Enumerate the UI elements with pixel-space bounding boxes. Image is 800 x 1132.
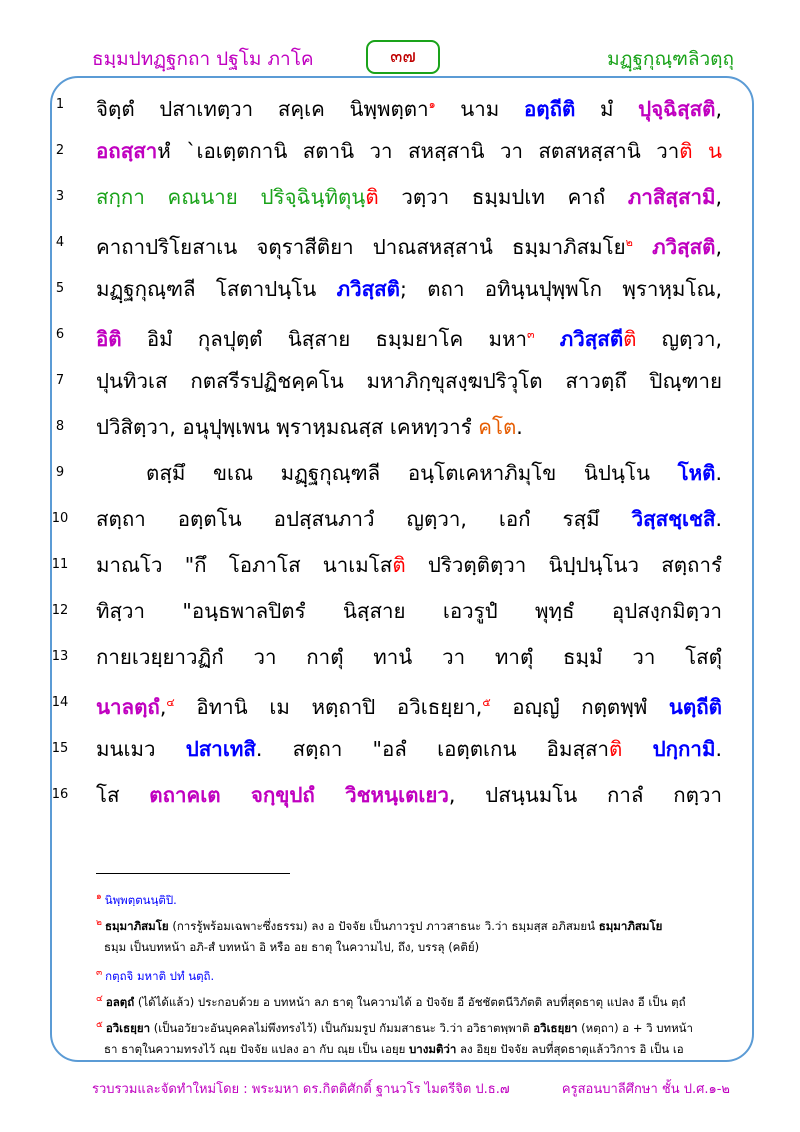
- text-run: ติ: [609, 737, 623, 761]
- text-line: [0, 634, 800, 680]
- text-line: [0, 772, 800, 818]
- compiler-credit: รวบรวมและจัดทำใหม่โดย : พระมหา ดร.กิตติศักดิ์ ฐานวโร ไมตรีจิต ป.ธ.๗: [92, 1082, 510, 1097]
- text-run: โหติ: [677, 461, 716, 485]
- text-line: [0, 588, 800, 634]
- line-text: [96, 450, 722, 496]
- text-run: .: [516, 415, 523, 439]
- line-number: 13: [51, 649, 69, 664]
- text-line: [0, 542, 800, 588]
- text-run: มนเมว: [96, 737, 186, 761]
- line-text: [96, 220, 722, 270]
- footnote-5: $^๕$ อวิเธยฺยา (เป็นอวัยวะอันบุคคลไม่พึงทรงไว้) เป็นกัมมรูป กัมมสาธนะ วิ.ว่า อวิธาตพฺพาติ อวิเธยฺยา (หตฺถา) อ + วิ บทหน้า: [96, 1020, 693, 1035]
- text-line: [0, 404, 800, 450]
- line-text: [96, 266, 722, 312]
- line-text: [96, 772, 722, 818]
- text-run: จิตฺตํ ปสาเทตฺวา สคฺเค นิพฺพตฺตา: [96, 96, 429, 121]
- footnote-marker: ๕: [482, 696, 491, 709]
- footnote-marker: ๑: [428, 98, 436, 111]
- text-run: [535, 327, 560, 351]
- text-run: ภวิสฺสตี: [559, 326, 624, 351]
- footnote-5-cont: ธา ธาตุในความทรงไว้ ณฺย ปัจจัย แปลง อา กับ ณฺย เป็น เอยฺย บางมติว่า ลง อิยฺย ปัจจัย ลบที่สุดธาตุแล้ววิการ อิ เป็น เอ: [104, 1042, 684, 1056]
- text-run: ปกฺกามิ: [652, 737, 716, 761]
- text-run: มฏฺฐกุณฺฑลี โสตาปนฺโน: [96, 277, 337, 301]
- footnote-marker: ๒: [625, 236, 633, 249]
- teacher-credit: ครูสอนบาลีศึกษา ชั้น ป.ศ.๑-๒: [561, 1082, 730, 1097]
- text-run: ทิสฺวา "อนฺธพาลปิตรํ นิสฺสาย เอวรูปํ พุทฺธํ อุปสงฺกมิตฺวา: [96, 599, 722, 623]
- text-run: โส: [96, 783, 150, 807]
- line-text: [96, 312, 722, 362]
- text-run: สกฺกา: [96, 185, 145, 209]
- footnote-marker: ๓: [527, 328, 535, 341]
- line-text: [96, 726, 722, 772]
- footnote-3: $^๓$ กตฺถจิ มหาติ ปทํ นตฺถิ.: [96, 968, 215, 983]
- line-number: 8: [55, 419, 65, 434]
- book-title: ธมฺมปทฏฺฐกถา ปฐโม ภาโค: [92, 48, 314, 70]
- text-run: ภวิสฺสติ: [336, 277, 400, 301]
- footnote-4: $^๔$ อลตฺถํ (ได้ได้แล้ว) ประกอบด้วย อ บทหน้า ลภ ธาตุ ในความได้ อ ปัจจัย อี อัชชัตตนีวิภัตติ ลบที่สุดธาตุ แปลง อี เป็น ตฺถํ: [96, 994, 686, 1009]
- page-number-badge: ๓๗: [366, 40, 440, 74]
- footnote-1: $^๑$ นิพฺพตฺตนนฺติปิ.: [96, 892, 177, 907]
- line-text: [96, 82, 722, 132]
- line-text: [96, 128, 722, 174]
- footnote-2: $^๒$ ธมฺมาภิสมโย (การรู้พร้อมเฉพาะซึ่งธรรม) ลง อ ปัจจัย เป็นภาวรูป ภาวสาธนะ วิ.ว่า ธมฺมสฺส อภิสมยนํ ธมฺมาภิสมโย: [96, 918, 663, 933]
- footnote-marker: ๔: [166, 696, 175, 709]
- text-line: [0, 496, 800, 542]
- line-number: 7: [55, 373, 65, 388]
- text-line: [0, 174, 800, 220]
- text-line: [0, 312, 800, 358]
- text-run: นาม: [435, 96, 524, 121]
- line-text: [96, 634, 722, 680]
- text-run: นาลตฺถํ: [96, 694, 160, 719]
- text-run: ,: [715, 185, 723, 209]
- text-run: คณนาย ปริจฺฉินฺทิตุนฺ: [144, 185, 366, 209]
- text-run: . สตฺถา "อลํ เอตฺตเกน อิมสฺสา: [255, 737, 610, 761]
- line-text: [96, 588, 722, 634]
- text-run: ติ น: [679, 139, 722, 163]
- text-run: ญตฺวา,: [636, 326, 722, 351]
- text-run: ตสฺมึ ขเณ มฏฺฐกุณฺฑลี อนฺโตเคหาภิมุโข นิปนฺโน: [146, 461, 678, 485]
- text-run: ,: [715, 234, 722, 259]
- text-run: อถสฺสา: [96, 139, 158, 163]
- text-run: ติ: [392, 553, 406, 577]
- text-run: มาณโว "กึ โอภาโส นาเมโส: [96, 553, 393, 577]
- text-line: [0, 358, 800, 404]
- text-line: [0, 726, 800, 772]
- line-number: 2: [55, 143, 65, 158]
- text-run: .: [715, 737, 722, 761]
- text-run: ,: [159, 694, 167, 719]
- line-text: [96, 174, 722, 220]
- text-run: คาถาปริโยสาเน จตุราสีติยา ปาณสหสฺสานํ ธมฺมาภิสมโย: [96, 234, 626, 259]
- text-run: นตฺถีติ: [668, 694, 722, 719]
- text-run: ภวิสฺสติ: [652, 234, 716, 259]
- footnote-divider: [96, 873, 290, 874]
- text-run: ปริวตฺติตฺวา นิปฺปนฺโนว สตฺถารํ: [405, 553, 722, 577]
- line-number: 4: [55, 235, 65, 250]
- text-run: วตฺวา ธมฺมปเท คาถํ: [378, 185, 628, 209]
- line-number: 1: [55, 97, 65, 112]
- footnote-2-cont: ธมฺม เป็นบทหน้า อภิ-สํ บทหน้า อิ หรือ อย ธาตุ ในความไป, ถึง, บรรลุ (คติย์): [104, 940, 480, 954]
- text-line: [0, 680, 800, 726]
- text-run: ,: [475, 694, 483, 719]
- text-run: ; ตถา อทินฺนปุพฺพโก พฺราหฺมโณ,: [400, 277, 722, 301]
- text-run: .: [715, 507, 722, 531]
- line-text: [96, 680, 722, 730]
- text-run: ปุนทิวเส กตสรีรปฏิชคฺคโน มหาภิกฺขุสงฺฆปริวุโต สาวตฺถึ ปิณฺฑาย: [96, 369, 722, 393]
- text-line: [0, 128, 800, 174]
- line-number: 6: [55, 327, 65, 342]
- text-run: ปสาเทสิ: [185, 737, 256, 761]
- text-run: ปุจฺฉิสฺสติ: [638, 96, 716, 121]
- text-run: สตฺถา อตฺตโน อปสฺสนภาวํ ญตฺวา, เอกํ รสฺมึ: [96, 507, 632, 531]
- text-run: [622, 737, 652, 761]
- text-run: ตถาคเต จกฺขุปถํ วิชหนฺเตเยว: [149, 783, 449, 807]
- line-number: 10: [51, 511, 69, 526]
- line-number: 3: [55, 189, 65, 204]
- line-text: [96, 542, 722, 588]
- line-text: [96, 404, 722, 450]
- line-text: [96, 358, 722, 404]
- text-run: ติ: [623, 326, 637, 351]
- text-run: กายเวยฺยาวฏิกํ วา กาตุํ ทานํ วา ทาตุํ ธมฺมํ วา โสตุํ: [96, 645, 722, 669]
- line-number: 11: [51, 557, 69, 572]
- text-run: วิสฺสชฺเชสิ: [631, 507, 716, 531]
- text-run: ปวิสิตฺวา, อนุปุพฺเพน พฺราหฺมณสฺส เคหทฺวารํ: [96, 415, 479, 439]
- text-run: , ปสนฺนมโน กาลํ กตฺวา: [448, 783, 722, 807]
- text-run: อิติ: [96, 326, 122, 351]
- line-number: 16: [51, 787, 69, 802]
- line-number: 12: [51, 603, 69, 618]
- line-number: 15: [51, 741, 69, 756]
- text-run: มํ: [575, 96, 639, 121]
- text-run: ติ: [365, 185, 379, 209]
- text-run: อญฺญํ กตฺตพฺพํ: [490, 694, 669, 719]
- text-run: อิมํ กุลปุตฺตํ นิสฺสาย ธมฺมยาโค มหา: [121, 326, 528, 351]
- line-number: 5: [55, 281, 65, 296]
- text-run: .: [715, 461, 722, 485]
- story-title: มฏฺฐกุณฺฑลิวตฺถุ: [607, 48, 734, 70]
- text-run: หํ `เอเตฺตกานิ สตานิ วา สหสฺสานิ วา สตสหสฺสานิ วา: [157, 139, 680, 163]
- text-run: คโต: [478, 415, 517, 439]
- text-line: [0, 450, 800, 496]
- text-run: ,: [715, 96, 723, 121]
- text-run: [633, 235, 652, 259]
- text-line: [0, 82, 800, 128]
- text-line: [0, 266, 800, 312]
- line-number: 14: [51, 695, 69, 710]
- text-run: อวิเธยฺยา: [396, 694, 476, 719]
- line-text: [96, 496, 722, 542]
- text-run: อิทานิ เม หตฺถาปิ: [174, 694, 397, 719]
- line-number: 9: [55, 465, 65, 480]
- text-run: ภาสิสฺสามิ: [627, 185, 716, 209]
- text-line: [0, 220, 800, 266]
- text-run: อตฺถีติ: [523, 96, 576, 121]
- page-footer: [0, 1078, 800, 1102]
- page-header: [0, 44, 800, 78]
